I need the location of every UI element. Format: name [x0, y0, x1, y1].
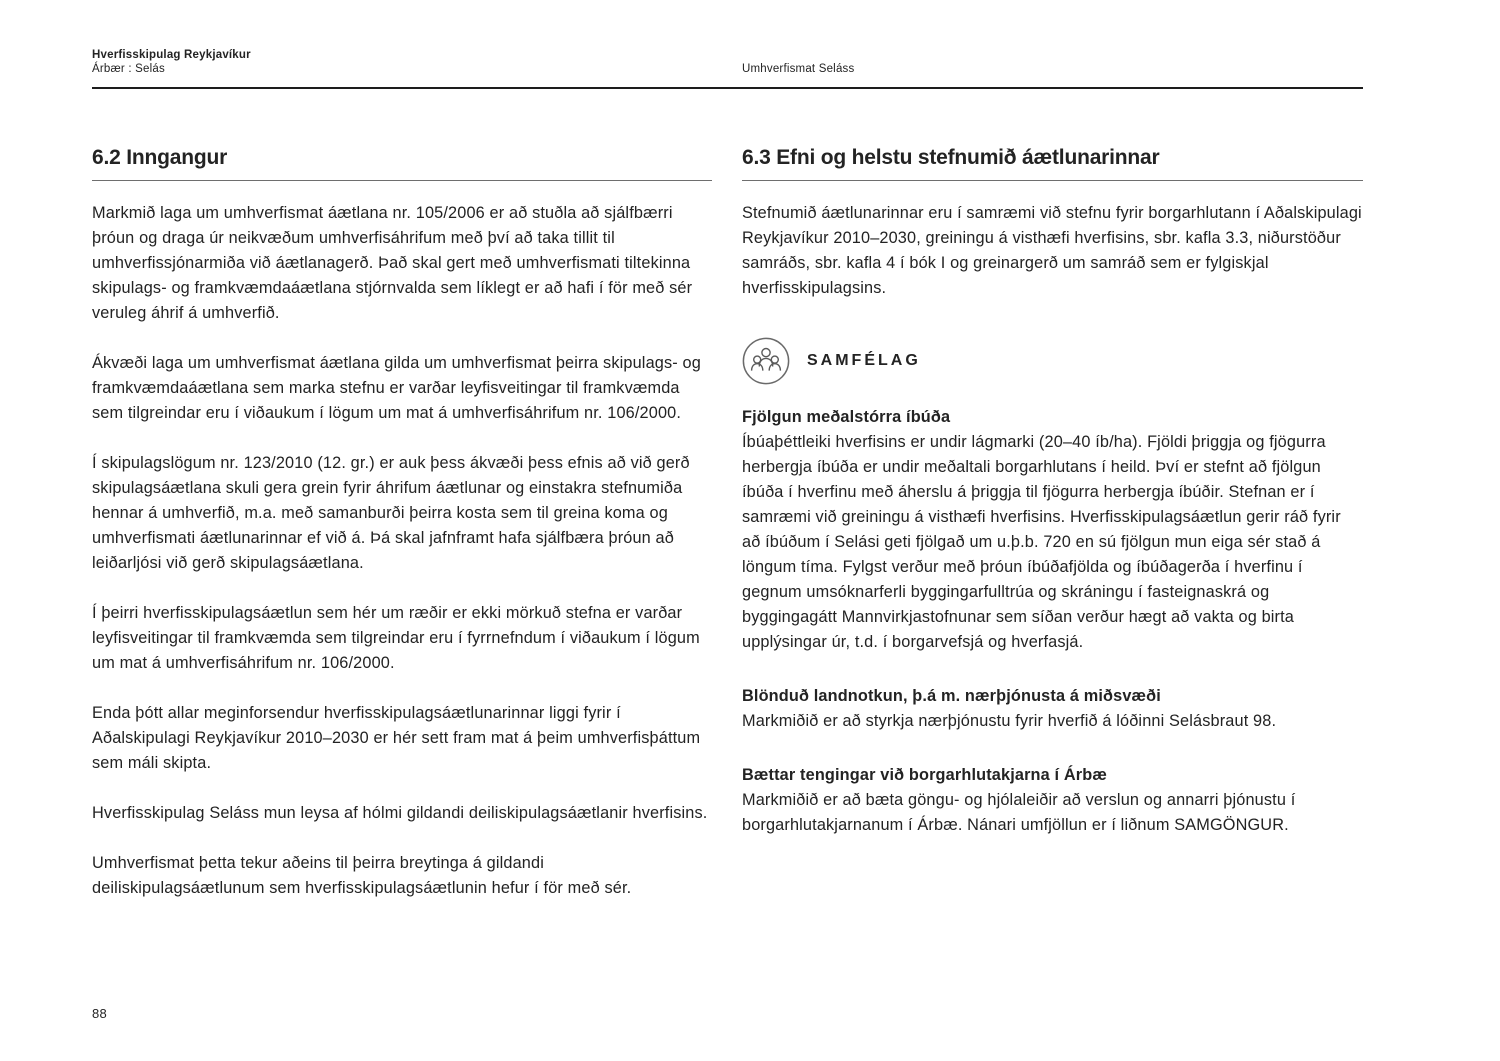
section-heading-6-2: 6.2 Inngangur: [92, 146, 712, 181]
page-header: [92, 48, 1363, 76]
section-heading-6-3: 6.3 Efni og helstu stefnumið áætlunarinnar: [742, 146, 1363, 181]
page-number: 88: [92, 1006, 108, 1021]
document-title: Hverfisskipulag Reykjavíkur: [92, 49, 251, 61]
samfelag-badge: [742, 337, 1363, 385]
two-column-body: [92, 146, 1363, 926]
paragraph: Í þeirri hverfisskipulagsáætlun sem hér um ræðir er ekki mörkuð stefna er varðar leyfisveitingar til framkvæmda sem tilgreindar eru í fyrrnefndum í viðaukum í lögum um mat á umhverfisáhrifum nr. 106/2000.: [92, 604, 700, 672]
header-rule: [92, 87, 1363, 89]
paragraph: Enda þótt allar meginforsendur hverfisskipulagsáætlunarinnar liggi fyrir í Aðalskipulagi Reykjavíkur 2010–2030 er hér sett fram mat á þeim umhverfisþáttum sem máli skipta.: [92, 704, 701, 772]
header-left-block: [92, 48, 712, 76]
paragraph: Umhverfismat þetta tekur aðeins til þeirra breytinga á gildandi deiliskipulagsáætlunum sem hverfisskipulagsáætlunin hefur í för með sér.: [92, 854, 632, 897]
subsection-body: Markmiðið er að styrkja nærþjónustu fyrir hverfið á lóðinni Selásbraut 98.: [742, 712, 1277, 730]
paragraph: Markmið laga um umhverfismat áætlana nr. 105/2006 er að stuðla að sjálfbærri þróun og draga úr neikvæðum umhverfisáhrifum með því að taka tillit til umhverfissjónarmiða við áætlanagerð. Það skal gert með umhverfismati tiltekinna skipulags- og framkvæmdaáætlana stjórnvalda sem líklegt er að hafi í för með sér veruleg áhrif á umhverfið.: [92, 204, 693, 322]
subsection-title: Fjölgun meðalstórra íbúða: [742, 408, 951, 426]
paragraph: Hverfisskipulag Seláss mun leysa af hólmi gildandi deiliskipulagsáætlanir hverfisins.: [92, 804, 708, 822]
subsection-title: Bættar tengingar við borgarhlutakjarna í Árbæ: [742, 766, 1107, 784]
samfelag-label: SAMFÉLAG: [807, 352, 921, 369]
paragraph: Í skipulagslögum nr. 123/2010 (12. gr.) er auk þess ákvæði þess efnis að við gerð skipulagsáætlana skuli gera grein fyrir áhrifum áætlunar og einstakra stefnumiða hennar á umhverfið, m.a. með samanburði þeirra kosta sem til greina koma og umhverfismati áætlunarinnar ef við á. Þá skal jafnframt hafa sjálfbæra þróun að leiðarljósi við gerð skipulagsáætlana.: [92, 454, 690, 572]
people-circle-icon: [742, 337, 790, 385]
header-right-label: Umhverfismat Seláss: [742, 63, 855, 75]
subsection-title: Blönduð landnotkun, þ.á m. nærþjónusta á miðsvæði: [742, 687, 1161, 705]
subsection-body: Markmiðið er að bæta göngu- og hjólaleiðir að verslun og annarri þjónustu í borgarhlutakjarnanum í Árbæ. Nánari umfjöllun er í liðnum SAMGÖNGUR.: [742, 791, 1296, 834]
paragraph: Stefnumið áætlunarinnar eru í samræmi við stefnu fyrir borgarhlutann í Aðalskipulagi Reykjavíkur 2010–2030, greiningu á visthæfi hverfisins, sbr. kafla 3.3, niðurstöður samráðs, sbr. kafla 4 í bók I og greinargerð um samráð sem er fylgiskjal hverfisskipulagsins.: [742, 204, 1362, 297]
paragraph: Ákvæði laga um umhverfismat áætlana gilda um umhverfismat þeirra skipulags- og framkvæmdaáætlana sem marka stefnu er varðar leyfisveitingar til framkvæmda sem tilgreindar eru í viðaukum í lögum um mat á umhverfisáhrifum nr. 106/2000.: [92, 354, 701, 422]
section-6-3: [742, 146, 1363, 926]
subsection-body: Íbúaþéttleiki hverfisins er undir lágmarki (20–40 íb/ha). Fjöldi þriggja og fjögurra herbergja íbúða er undir meðaltali borgarhlutans í heild. Því er stefnt að fjölgun íbúða í hverfinu með áherslu á þriggja til fjögurra herbergja íbúðir. Stefnan er í samræmi við greiningu á visthæfi hverfisins. Hverfisskipulagsáætlun gerir ráð fyrir að íbúðum í Selási geti fjölgað um u.þ.b. 720 en sú fjölgun mun eiga sér stað á löngum tíma. Fylgst verður með þróun íbúðafjölda og íbúðagerða í hverfinu í gegnum umsóknarferli byggingarfulltrúa og skráningu í fasteignaskrá og byggingagátt Mannvirkjastofnunar sem síðan verður hægt að vakta og birta upplýsingar úr, t.d. í borgarvefsjá og hverfasjá.: [742, 433, 1341, 651]
page-footer: [92, 1006, 107, 1021]
section-6-2: [92, 146, 712, 926]
document-subtitle: Árbær : Selás: [92, 63, 165, 75]
